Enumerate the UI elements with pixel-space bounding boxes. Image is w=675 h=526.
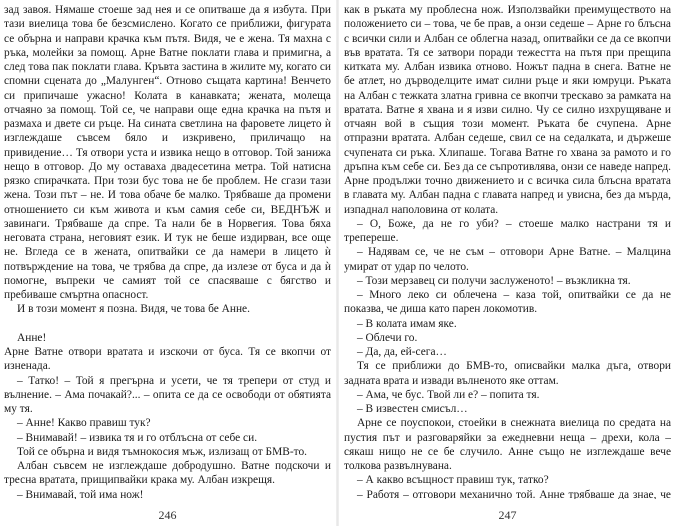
paragraph: – Ама, че бус. Твой ли е? – попита тя.	[357, 388, 540, 401]
paragraph: – Татко! – Той я прегърна и усети, че тя трепери от студ и вълнение. – Ама почакай?... – опита се да се освободи от обятията му тя.	[4, 374, 331, 415]
paragraph: – В колата имам яке.	[357, 317, 457, 330]
paragraph: как в ръката му проблесна нож. Използвайки преимуществото на положението си – това, че бе прав, а онзи седеше – Арне го блъсна с всички сили и Албан се облегна назад, опитвайки се да се вкопчи във вратата. Тя се затвори поради тежестта на пътя при прещипа китката му. Албан извика отново. Ножът падна в снега. Ватне не бе атлет, но дърводелците имат силни ръце и яки юмруци. Ръката на Албан с тежката златна гривна се вкопчи трескаво за рамката на вратата. Ватне я хвана и я изви силно. Чу се силно изхрущяване и отчаян вой в същия този момент. Ръката бе счупена. Арне отпразни вратата. Албан седеше, свил се на седалката, и държеше счупената си ръка. Хлипаше. Тогава Ватне го хвана за рамото и го дръпна към себе си. Без да се съпротивлява, онзи се наведе напред. Арне продължи точно движението и с всичка сила блъсна вратата в главата му. Албан падна с главата напред и увисна, без да мърда, изпаднал наполовина от колата.	[344, 4, 671, 216]
paragraph: Той се обърна и видя тъмнокосия мъж, излизащ от БМВ-то.	[17, 445, 307, 458]
paragraph	[4, 317, 331, 331]
paragraph: Тя се приближи до БМВ-то, описвайки малка дъга, отвори задната врата и извади вълненото яке оттам.	[344, 360, 671, 387]
paragraph: – А какво всъщност правиш тук, татко?	[357, 474, 549, 487]
paragraph: – Работя – отговори механично той. Анне трябваше да знае, че	[357, 488, 671, 499]
left-page-text	[4, 3, 331, 499]
paragraph: – Анне! Какво правиш тук?	[17, 417, 151, 430]
left-page-number: 246	[158, 508, 177, 522]
paragraph: – О, Боже, да не го уби? – стоеше малко настрани тя и трепереше.	[344, 217, 671, 244]
paragraph: Албан съвсем не изглеждаше добродушно. Ватне подскочи и тресна вратата, прищипвайки крака му. Албан изкрещя.	[4, 460, 331, 487]
right-page	[340, 0, 675, 526]
paragraph: Арне Ватне отвори вратата и изскочи от буса. Тя се вкопчи от изненада.	[4, 346, 331, 373]
paragraph: Арне се поуспокои, стоейки в снежната виелица по средата на пустия път и разговаряйки за ежедневни неща – дрехи, кола – сякаш нищо не се бе случило. Анне също не изглеждаше вече толкова развълнувана.	[344, 417, 671, 472]
paragraph: – Надявам се, че не съм – отговори Арне Ватне. – Малцина умират от удар по челото.	[344, 246, 671, 273]
paragraph: Анне!	[17, 331, 47, 344]
paragraph: – Този мерзавец си получи заслуженото! – възкликна тя.	[357, 274, 631, 287]
right-page-number: 247	[498, 508, 517, 522]
paragraph: – Облечи го.	[357, 331, 418, 344]
paragraph: зад завоя. Нямаше стоеше зад нея и се опитваше да я избута. При тази виелица това бе безсмислено. Когато се приближи, фигурата се обърна и направи крачка към пътя. Видя, че е жена. Тя махна с ръка, молейки за помощ. Арне Ватне поклати глава и примигна, а след това пак поклати глава. Кръвта застина в жилите му, когато си спомни сцената до „Малунген“. Отново същата картина! Венчето си припичаше ужасно! Колата в канавката; жената, молеща отчаяно за помощ. Той се, че направи още една крачка на пътя и размаха и двете си ръце. На сината светлина на фаровете лицето ѝ изглеждаше съвсем бяло и изкривено, приличащо на привидение… Тя отвори уста и извика нещо в отговор. Той занижа нещо в отговор. До му оставаха двадесетина метра. Той натисна рязко спирачката. При този бус това не бе проблем. Не сгази тази жена. Този път – не. И това обаче бе малко. Трябваше да промени отношението си към живота и към самия себе си, ВЕДНЪЖ и завинаги. Трябваше да спре. Та нали бе в Норвегия. Това бяха неговата страна, неговият език. И тук не беше издирван, все още не. Вгледа се в жената, опитвайки се да намери в лицето ѝ потвърждение на това, че трябва да спре, да излезе от буса и да ѝ помогне, въпреки че самият той се спасяваше с бягство и пребиваше смъртна опасност.	[4, 4, 331, 301]
paragraph: – Внимавай! – извика тя и го отблъсна от себе си.	[17, 431, 258, 444]
right-page-text	[344, 3, 671, 499]
paragraph: И в този момент я позна. Видя, че това бе Анне.	[17, 303, 250, 316]
paragraph: – Внимавай, той има нож!	[17, 488, 144, 499]
left-page	[0, 0, 335, 526]
paragraph: – Да, да, ей-сега…	[357, 346, 447, 358]
book-gutter	[336, 0, 339, 526]
paragraph: – В известен смисъл…	[357, 403, 468, 415]
paragraph: – Много леко си облечена – каза той, опитвайки се да не показва, че диша като парен локомотив.	[344, 289, 671, 316]
